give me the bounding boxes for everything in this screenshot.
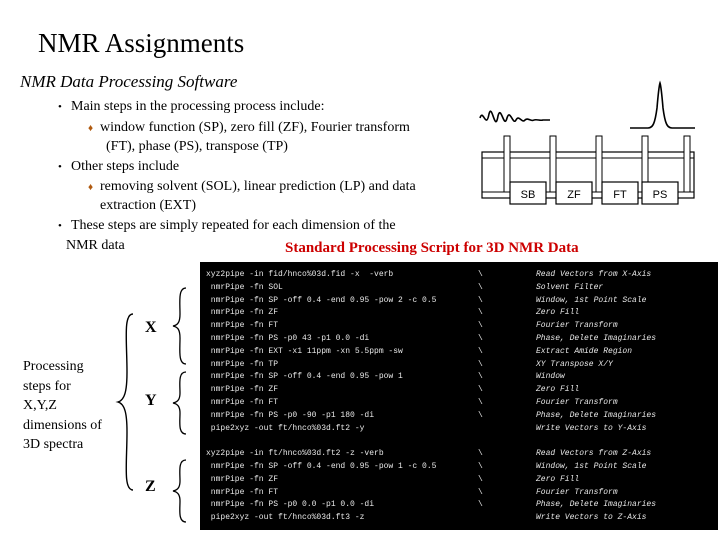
sub-bullet-removing-solvent: [88, 178, 416, 196]
script-command: nmrPipe -fn EXT -x1 11ppm -xn 5.5ppm -sw: [206, 346, 403, 356]
script-continuation: \: [478, 308, 483, 318]
script-continuation: \: [478, 372, 483, 382]
script-comment: Zero Fill: [536, 308, 580, 318]
script-command: nmrPipe -fn PS -p0 -90 -p1 180 -di: [206, 410, 375, 420]
script-command: nmrPipe -fn FT: [206, 487, 279, 497]
script-comment: Write Vectors to Y-Axis: [536, 423, 647, 433]
processing-label-line: Processing: [23, 359, 84, 374]
script-comment: Fourier Transform: [536, 398, 618, 407]
script-comment: XY Transpose X/Y: [536, 359, 613, 369]
script-continuation: \: [478, 282, 483, 292]
script-continuation: \: [478, 462, 483, 471]
sub-bullet-window-function: [88, 119, 410, 137]
sub-bullet-continuation: (FT), phase (PS), transpose (TP): [106, 139, 288, 154]
block-label-ps: PS: [652, 189, 668, 201]
script-comment: Zero Fill: [536, 474, 580, 484]
script-command: nmrPipe -fn ZF: [206, 474, 279, 484]
y-dimension-label: Y: [145, 392, 157, 409]
sub-bullet-glyph: ♦: [88, 123, 94, 134]
script-continuation: \: [478, 346, 483, 356]
script-comment: Window, 1st Point Scale: [536, 295, 647, 305]
spectrum-peak-icon: [630, 83, 695, 128]
sub-bullet-continuation: extraction (EXT): [100, 198, 197, 213]
slide-title: NMR Assignments: [38, 28, 245, 58]
script-command: nmrPipe -fn ZF: [206, 308, 279, 318]
script-command: nmrPipe -fn TP: [206, 359, 279, 369]
script-continuation: \: [478, 270, 483, 279]
script-command: nmrPipe -fn PS -p0 0.0 -p1 0.0 -di: [206, 500, 375, 510]
bullet-text: removing solvent (SOL), linear prediction (LP) and data: [100, 179, 416, 194]
block-label-zf: ZF: [567, 189, 581, 201]
processing-label-line: X,Y,Z: [23, 398, 57, 413]
script-continuation: \: [478, 334, 483, 343]
bullet-text: Main steps in the processing process include:: [71, 99, 325, 114]
script-comment: Write Vectors to Z-Axis: [536, 513, 647, 523]
bullet-other-steps: [58, 158, 179, 176]
script-continuation: \: [478, 449, 483, 459]
x-brace-icon: [170, 286, 190, 366]
script-command: xyz2pipe -in fid/hnco%03d.fid -x -verb: [206, 270, 394, 279]
bullet-glyph: •: [58, 161, 62, 173]
bullet-glyph: •: [58, 101, 62, 113]
script-comment: Phase, Delete Imaginaries: [536, 410, 657, 420]
large-brace-icon: [115, 312, 137, 492]
script-command: nmrPipe -fn SP -off 0.4 -end 0.95 -pow 1 -c 0.5: [206, 462, 437, 471]
bullet-text: These steps are simply repeated for each dimension of the: [71, 218, 396, 233]
y-brace-icon: [170, 370, 190, 436]
script-comment: Zero Fill: [536, 385, 580, 395]
script-command: nmrPipe -fn PS -p0 43 -p1 0.0 -di: [206, 334, 370, 343]
fid-signal-icon: [480, 111, 550, 121]
script-continuation: \: [478, 321, 483, 331]
processing-pipeline-diagram: [470, 78, 710, 218]
script-comment: Phase, Delete Imaginaries: [536, 500, 657, 510]
script-command: pipe2xyz -out ft/hnco%03d.ft3 -z: [206, 513, 365, 523]
block-label-ft: FT: [613, 189, 627, 201]
script-command: nmrPipe -fn ZF: [206, 385, 279, 395]
bullet-repeated: [58, 217, 396, 235]
processing-label-line: steps for: [23, 378, 71, 394]
block-label-sb: SB: [520, 189, 536, 201]
x-dimension-label: X: [145, 319, 157, 336]
script-continuation: \: [478, 385, 483, 395]
script-continuation: \: [478, 295, 483, 305]
bullet-main-steps: [58, 98, 325, 116]
sub-bullet-glyph: ♦: [88, 182, 94, 193]
script-comment: Read Vectors from X-Axis: [536, 270, 652, 279]
script-command: nmrPipe -fn FT: [206, 398, 279, 407]
bullet-continuation: NMR data: [66, 238, 125, 253]
script-command: nmrPipe -fn SP -off 0.4 -end 0.95 -pow 2 -c 0.5: [206, 295, 437, 305]
script-comment: Window, 1st Point Scale: [536, 462, 647, 471]
script-comment: Window: [536, 372, 565, 382]
script-comment: Fourier Transform: [536, 487, 618, 497]
bullet-text: Other steps include: [71, 159, 180, 174]
bullet-glyph: •: [58, 220, 62, 232]
script-continuation: \: [478, 500, 483, 510]
script-comment: Fourier Transform: [536, 321, 618, 331]
processing-label-line: 3D spectra: [23, 437, 84, 452]
script-command: nmrPipe -fn FT: [206, 321, 279, 331]
script-continuation: \: [478, 359, 483, 369]
script-continuation: \: [478, 474, 483, 484]
z-brace-icon: [170, 458, 190, 524]
script-continuation: \: [478, 398, 483, 407]
script-comment: Extract Amide Region: [536, 346, 633, 356]
processing-steps-label: [23, 357, 102, 455]
processing-script-box: [200, 262, 718, 530]
processing-label-line: dimensions of: [23, 417, 102, 433]
script-comment: Read Vectors from Z-Axis: [536, 449, 652, 459]
script-command: nmrPipe -fn SOL: [206, 282, 283, 292]
bullet-text: window function (SP), zero fill (ZF), Fourier transform: [100, 120, 410, 135]
script-continuation: \: [478, 410, 483, 420]
script-comment: Solvent Filter: [536, 282, 604, 292]
z-dimension-label: Z: [145, 478, 156, 495]
script-command: nmrPipe -fn SP -off 0.4 -end 0.95 -pow 1: [206, 372, 403, 382]
script-command: xyz2pipe -in ft/hnco%03d.ft2 -z -verb: [206, 449, 384, 459]
script-comment: Phase, Delete Imaginaries: [536, 334, 657, 343]
script-heading: Standard Processing Script for 3D NMR Data: [285, 240, 579, 256]
slide-subtitle: NMR Data Processing Software: [20, 72, 238, 91]
script-command: pipe2xyz -out ft/hnco%03d.ft2 -y: [206, 423, 365, 433]
script-continuation: \: [478, 487, 483, 497]
